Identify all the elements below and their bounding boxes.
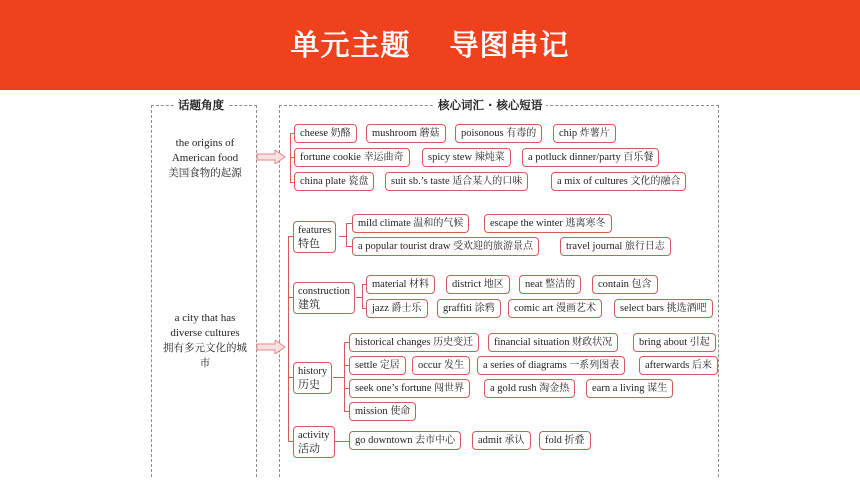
term-tag: material 材料 <box>366 275 435 294</box>
term-tag: financial situation 财政状况 <box>488 333 618 352</box>
term-tag: bring about 引起 <box>633 333 716 352</box>
term-tag: settle 定居 <box>349 356 406 375</box>
angle-origins <box>158 136 252 181</box>
category-history: history 历史 <box>293 362 332 394</box>
angle-origins-en: the origins of American food <box>171 137 239 164</box>
term-tag: cheese 奶酪 <box>294 124 357 143</box>
term-tag: poisonous 有毒的 <box>455 124 542 143</box>
term-tag: jazz 爵士乐 <box>366 299 428 318</box>
term-tag: a series of diagrams 一系列图表 <box>477 356 625 375</box>
term-tag: historical changes 历史变迁 <box>349 333 479 352</box>
term-tag: china plate 瓷盘 <box>294 172 374 191</box>
term-tag: go downtown 去市中心 <box>349 431 461 450</box>
category-features: features 特色 <box>293 221 336 253</box>
term-tag: admit 承认 <box>472 431 531 450</box>
left-section-title: 话题角度 <box>174 98 228 112</box>
category-construction: construction 建筑 <box>293 282 355 314</box>
group2-bracket <box>288 236 289 441</box>
term-tag: mild climate 温和的气候 <box>352 214 469 233</box>
term-tag: seek one’s fortune 闯世界 <box>349 379 470 398</box>
term-tag: select bars 挑选酒吧 <box>614 299 713 318</box>
term-tag: neat 整洁的 <box>519 275 581 294</box>
term-tag: fortune cookie 幸运曲奇 <box>294 148 410 167</box>
angle-diverse-city-en: a city that has diverse cultures <box>170 312 240 339</box>
term-tag: mission 使命 <box>349 402 416 421</box>
header-banner <box>0 0 860 90</box>
term-tag: a popular tourist draw 受欢迎的旅游景点 <box>352 237 539 256</box>
term-tag: comic art 漫画艺术 <box>508 299 602 318</box>
term-tag: a gold rush 淘金热 <box>484 379 575 398</box>
term-tag: a potluck dinner/party 百乐餐 <box>522 148 659 167</box>
term-tag: spicy stew 辣炖菜 <box>422 148 511 167</box>
term-tag: chip 炸薯片 <box>553 124 616 143</box>
angle-origins-zh: 美国食物的起源 <box>168 167 242 179</box>
term-tag: district 地区 <box>446 275 510 294</box>
angle-diverse-city <box>162 311 248 371</box>
term-tag: travel journal 旅行日志 <box>560 237 671 256</box>
term-tag: mushroom 蘑菇 <box>366 124 446 143</box>
term-tag: graffiti 涂鸦 <box>437 299 501 318</box>
term-tag: afterwards 后来 <box>639 356 718 375</box>
term-tag: a mix of cultures 文化的融合 <box>551 172 686 191</box>
category-activity: activity 活动 <box>293 426 335 458</box>
arrow-right-icon <box>256 340 286 354</box>
arrow-right-icon <box>256 150 286 164</box>
term-tag: fold 折叠 <box>539 431 591 450</box>
term-tag: occur 发生 <box>412 356 470 375</box>
term-tag: escape the winter 逃离寒冬 <box>484 214 612 233</box>
page-title: 单元主题 导图串记 <box>290 28 570 62</box>
term-tag: contain 包含 <box>592 275 658 294</box>
term-tag: earn a living 谋生 <box>586 379 673 398</box>
right-section-title: 核心词汇 · 核心短语 <box>434 98 546 112</box>
angle-diverse-city-zh: 拥有多元文化的城市 <box>163 342 247 369</box>
term-tag: suit sb.’s taste 适合某人的口味 <box>385 172 528 191</box>
